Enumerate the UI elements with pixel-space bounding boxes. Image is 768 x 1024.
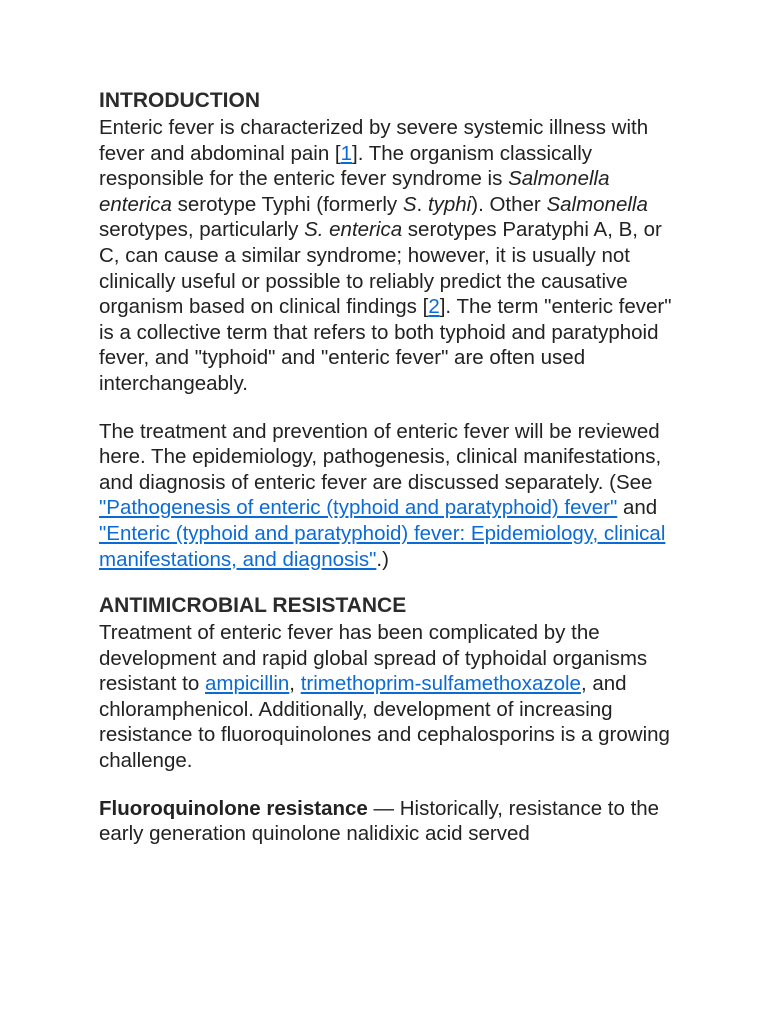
article-body bbox=[99, 87, 679, 847]
italic-term: S bbox=[402, 192, 417, 216]
link-ampicillin[interactable]: ampicillin bbox=[204, 672, 290, 696]
text-run: serotype Typhi (formerly bbox=[171, 192, 403, 216]
heading-introduction: INTRODUCTION bbox=[99, 89, 260, 112]
text-run: ). Other bbox=[471, 192, 547, 216]
subheading-fluoroquinolone-resistance: Fluoroquinolone resistance bbox=[99, 796, 368, 820]
text-run: ]. The organism classically responsible for the enteric fever syndrome is bbox=[99, 141, 593, 191]
text-run: . bbox=[416, 192, 428, 216]
text-run: serotypes, particularly bbox=[99, 218, 305, 242]
link-pathogenesis[interactable]: "Pathogenesis of enteric (typhoid and paratyphoid) fever" bbox=[99, 496, 618, 520]
italic-term: Salmonella bbox=[546, 192, 648, 216]
text-run: and bbox=[617, 496, 658, 520]
text-run: Treatment of enteric fever has been complicated by the development and rapid global spread of typhoidal organisms resistant to bbox=[99, 621, 648, 696]
text-run: , and chloramphenicol. Additionally, development of increasing resistance to fluoroquinolones and cephalosporins is a growing challenge. bbox=[99, 672, 670, 773]
text-run: ]. The term "enteric fever" is a collective term that refers to both typhoid and paratyphoid fever, and "typhoid" and "enteric fever" are often used interchangeably. bbox=[99, 295, 672, 395]
italic-term: typhi bbox=[427, 192, 472, 216]
italic-term: Salmonella enterica bbox=[99, 167, 610, 216]
resistance-paragraph-2 bbox=[99, 796, 679, 847]
italic-term: S. enterica bbox=[304, 218, 403, 242]
reference-link-1[interactable]: 1 bbox=[340, 141, 353, 165]
resistance-paragraph-1 bbox=[99, 620, 679, 774]
heading-antimicrobial-resistance: ANTIMICROBIAL RESISTANCE bbox=[99, 594, 407, 618]
intro-paragraph-1 bbox=[99, 115, 679, 397]
intro-paragraph-2 bbox=[99, 419, 679, 573]
text-run: .) bbox=[376, 547, 389, 571]
text-run: Enteric fever is characterized by severe systemic illness with fever and abdominal pain [ bbox=[99, 116, 649, 165]
text-run: serotypes Paratyphi A, B, or C, can cause a similar syndrome; however, it is usually not clinically useful or possible to reliably predict the causative organism based on clinical findings [ bbox=[99, 218, 662, 319]
text-run: , bbox=[289, 672, 301, 696]
reference-link-2[interactable]: 2 bbox=[428, 295, 440, 319]
link-epidemiology[interactable]: "Enteric (typhoid and paratyphoid) fever: Epidemiology, clinical manifestations, and diagnosis" bbox=[99, 521, 666, 571]
text-run: The treatment and prevention of enteric fever will be reviewed here. The epidemiology, pathogenesis, clinical manifestations, and diagnosis of enteric fever are discussed separately. (See bbox=[99, 419, 662, 494]
link-trimethoprim-sulfamethoxazole[interactable]: trimethoprim-sulfamethoxazole bbox=[300, 672, 581, 696]
text-run: — Historically, resistance to the early generation quinolone nalidixic acid served bbox=[99, 796, 660, 846]
